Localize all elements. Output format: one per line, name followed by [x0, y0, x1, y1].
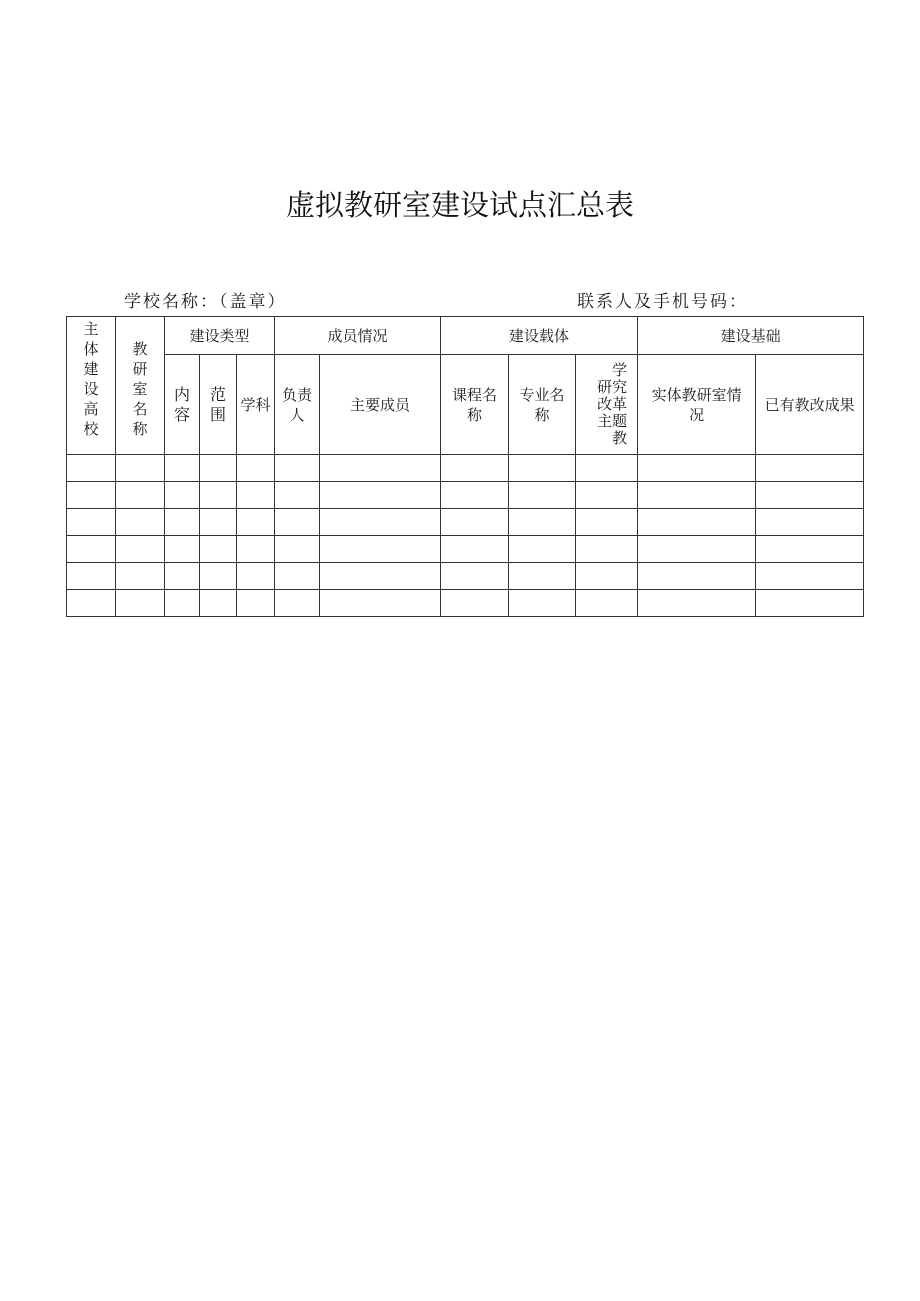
table-cell[interactable] — [116, 482, 165, 509]
table-cell[interactable] — [756, 563, 864, 590]
table-cell[interactable] — [116, 590, 165, 617]
header-reform-topic: 学 研究 改革 主题 教 — [576, 355, 638, 455]
summary-table — [66, 316, 864, 617]
table-cell[interactable] — [275, 509, 320, 536]
table-cell[interactable] — [165, 509, 200, 536]
header-subject: 学科 — [237, 355, 275, 455]
table-cell[interactable] — [638, 563, 756, 590]
table-cell[interactable] — [576, 536, 638, 563]
table-cell[interactable] — [200, 536, 237, 563]
table-cell[interactable] — [320, 536, 441, 563]
table-cell[interactable] — [237, 536, 275, 563]
table-cell[interactable] — [576, 563, 638, 590]
table-cell[interactable] — [237, 590, 275, 617]
table-row — [67, 482, 864, 509]
table-cell[interactable] — [441, 509, 509, 536]
table-cell[interactable] — [67, 590, 116, 617]
header-course-name: 课程名 称 — [441, 355, 509, 455]
table-cell[interactable] — [509, 455, 576, 482]
table-cell[interactable] — [200, 590, 237, 617]
table-cell[interactable] — [756, 509, 864, 536]
table-cell[interactable] — [441, 563, 509, 590]
table-cell[interactable] — [67, 509, 116, 536]
table-cell[interactable] — [237, 563, 275, 590]
table-cell[interactable] — [509, 563, 576, 590]
table-row — [67, 455, 864, 482]
table-cell[interactable] — [165, 563, 200, 590]
table-cell[interactable] — [756, 536, 864, 563]
header-main-members: 主要成员 — [320, 355, 441, 455]
table-cell[interactable] — [576, 590, 638, 617]
table-cell[interactable] — [638, 455, 756, 482]
table-cell[interactable] — [441, 482, 509, 509]
header-members: 成员情况 — [275, 317, 441, 355]
table-cell[interactable] — [320, 509, 441, 536]
header-content: 内 容 — [165, 355, 200, 455]
table-cell[interactable] — [320, 455, 441, 482]
page-title: 虚拟教研室建设试点汇总表 — [285, 188, 634, 222]
table-cell[interactable] — [237, 509, 275, 536]
table-cell[interactable] — [320, 590, 441, 617]
header-foundation: 建设基础 — [638, 317, 864, 355]
table-cell[interactable] — [275, 563, 320, 590]
table-cell[interactable] — [67, 482, 116, 509]
table-cell[interactable] — [756, 455, 864, 482]
table-row — [67, 509, 864, 536]
table-row — [67, 563, 864, 590]
table-cell[interactable] — [67, 455, 116, 482]
table-cell[interactable] — [200, 509, 237, 536]
table-cell[interactable] — [275, 482, 320, 509]
table-cell[interactable] — [638, 536, 756, 563]
table-cell[interactable] — [441, 590, 509, 617]
table-cell[interactable] — [275, 536, 320, 563]
table-cell[interactable] — [275, 590, 320, 617]
header-physical-room: 实体教研室情 况 — [638, 355, 756, 455]
table-cell[interactable] — [441, 536, 509, 563]
table-cell[interactable] — [116, 509, 165, 536]
table-cell[interactable] — [509, 509, 576, 536]
header-leader: 负责 人 — [275, 355, 320, 455]
table-cell[interactable] — [116, 455, 165, 482]
table-cell[interactable] — [320, 482, 441, 509]
table-cell[interactable] — [509, 536, 576, 563]
table-cell[interactable] — [576, 509, 638, 536]
header-major-name: 专业名 称 — [509, 355, 576, 455]
header-scope: 范 围 — [200, 355, 237, 455]
table-cell[interactable] — [509, 482, 576, 509]
header-school: 主 体 建 设 高 校 — [67, 317, 116, 455]
table-cell[interactable] — [165, 482, 200, 509]
table-cell[interactable] — [116, 563, 165, 590]
contact-phone-label: 联系人及手机号码： — [577, 292, 748, 312]
table-cell[interactable] — [576, 455, 638, 482]
header-build-type: 建设类型 — [165, 317, 275, 355]
table-row — [67, 536, 864, 563]
table-cell[interactable] — [200, 455, 237, 482]
table-cell[interactable] — [638, 590, 756, 617]
table-cell[interactable] — [576, 482, 638, 509]
table-cell[interactable] — [200, 563, 237, 590]
school-name-label: 学校名称：（盖章） — [124, 292, 287, 312]
table-cell[interactable] — [165, 536, 200, 563]
table-cell[interactable] — [165, 455, 200, 482]
table-cell[interactable] — [200, 482, 237, 509]
table-cell[interactable] — [509, 590, 576, 617]
header-room-name: 教 研 室 名 称 — [116, 317, 165, 455]
table-cell[interactable] — [441, 455, 509, 482]
table-cell[interactable] — [638, 482, 756, 509]
table-cell[interactable] — [756, 590, 864, 617]
table-cell[interactable] — [320, 563, 441, 590]
table-cell[interactable] — [638, 509, 756, 536]
table-cell[interactable] — [237, 482, 275, 509]
table-cell[interactable] — [116, 536, 165, 563]
table-cell[interactable] — [237, 455, 275, 482]
table-cell[interactable] — [67, 563, 116, 590]
header-carrier: 建设载体 — [441, 317, 638, 355]
table-cell[interactable] — [165, 590, 200, 617]
table-cell[interactable] — [67, 536, 116, 563]
table-cell[interactable] — [275, 455, 320, 482]
table-row — [67, 590, 864, 617]
header-existing-results: 已有教改成果 — [756, 355, 864, 455]
table-cell[interactable] — [756, 482, 864, 509]
